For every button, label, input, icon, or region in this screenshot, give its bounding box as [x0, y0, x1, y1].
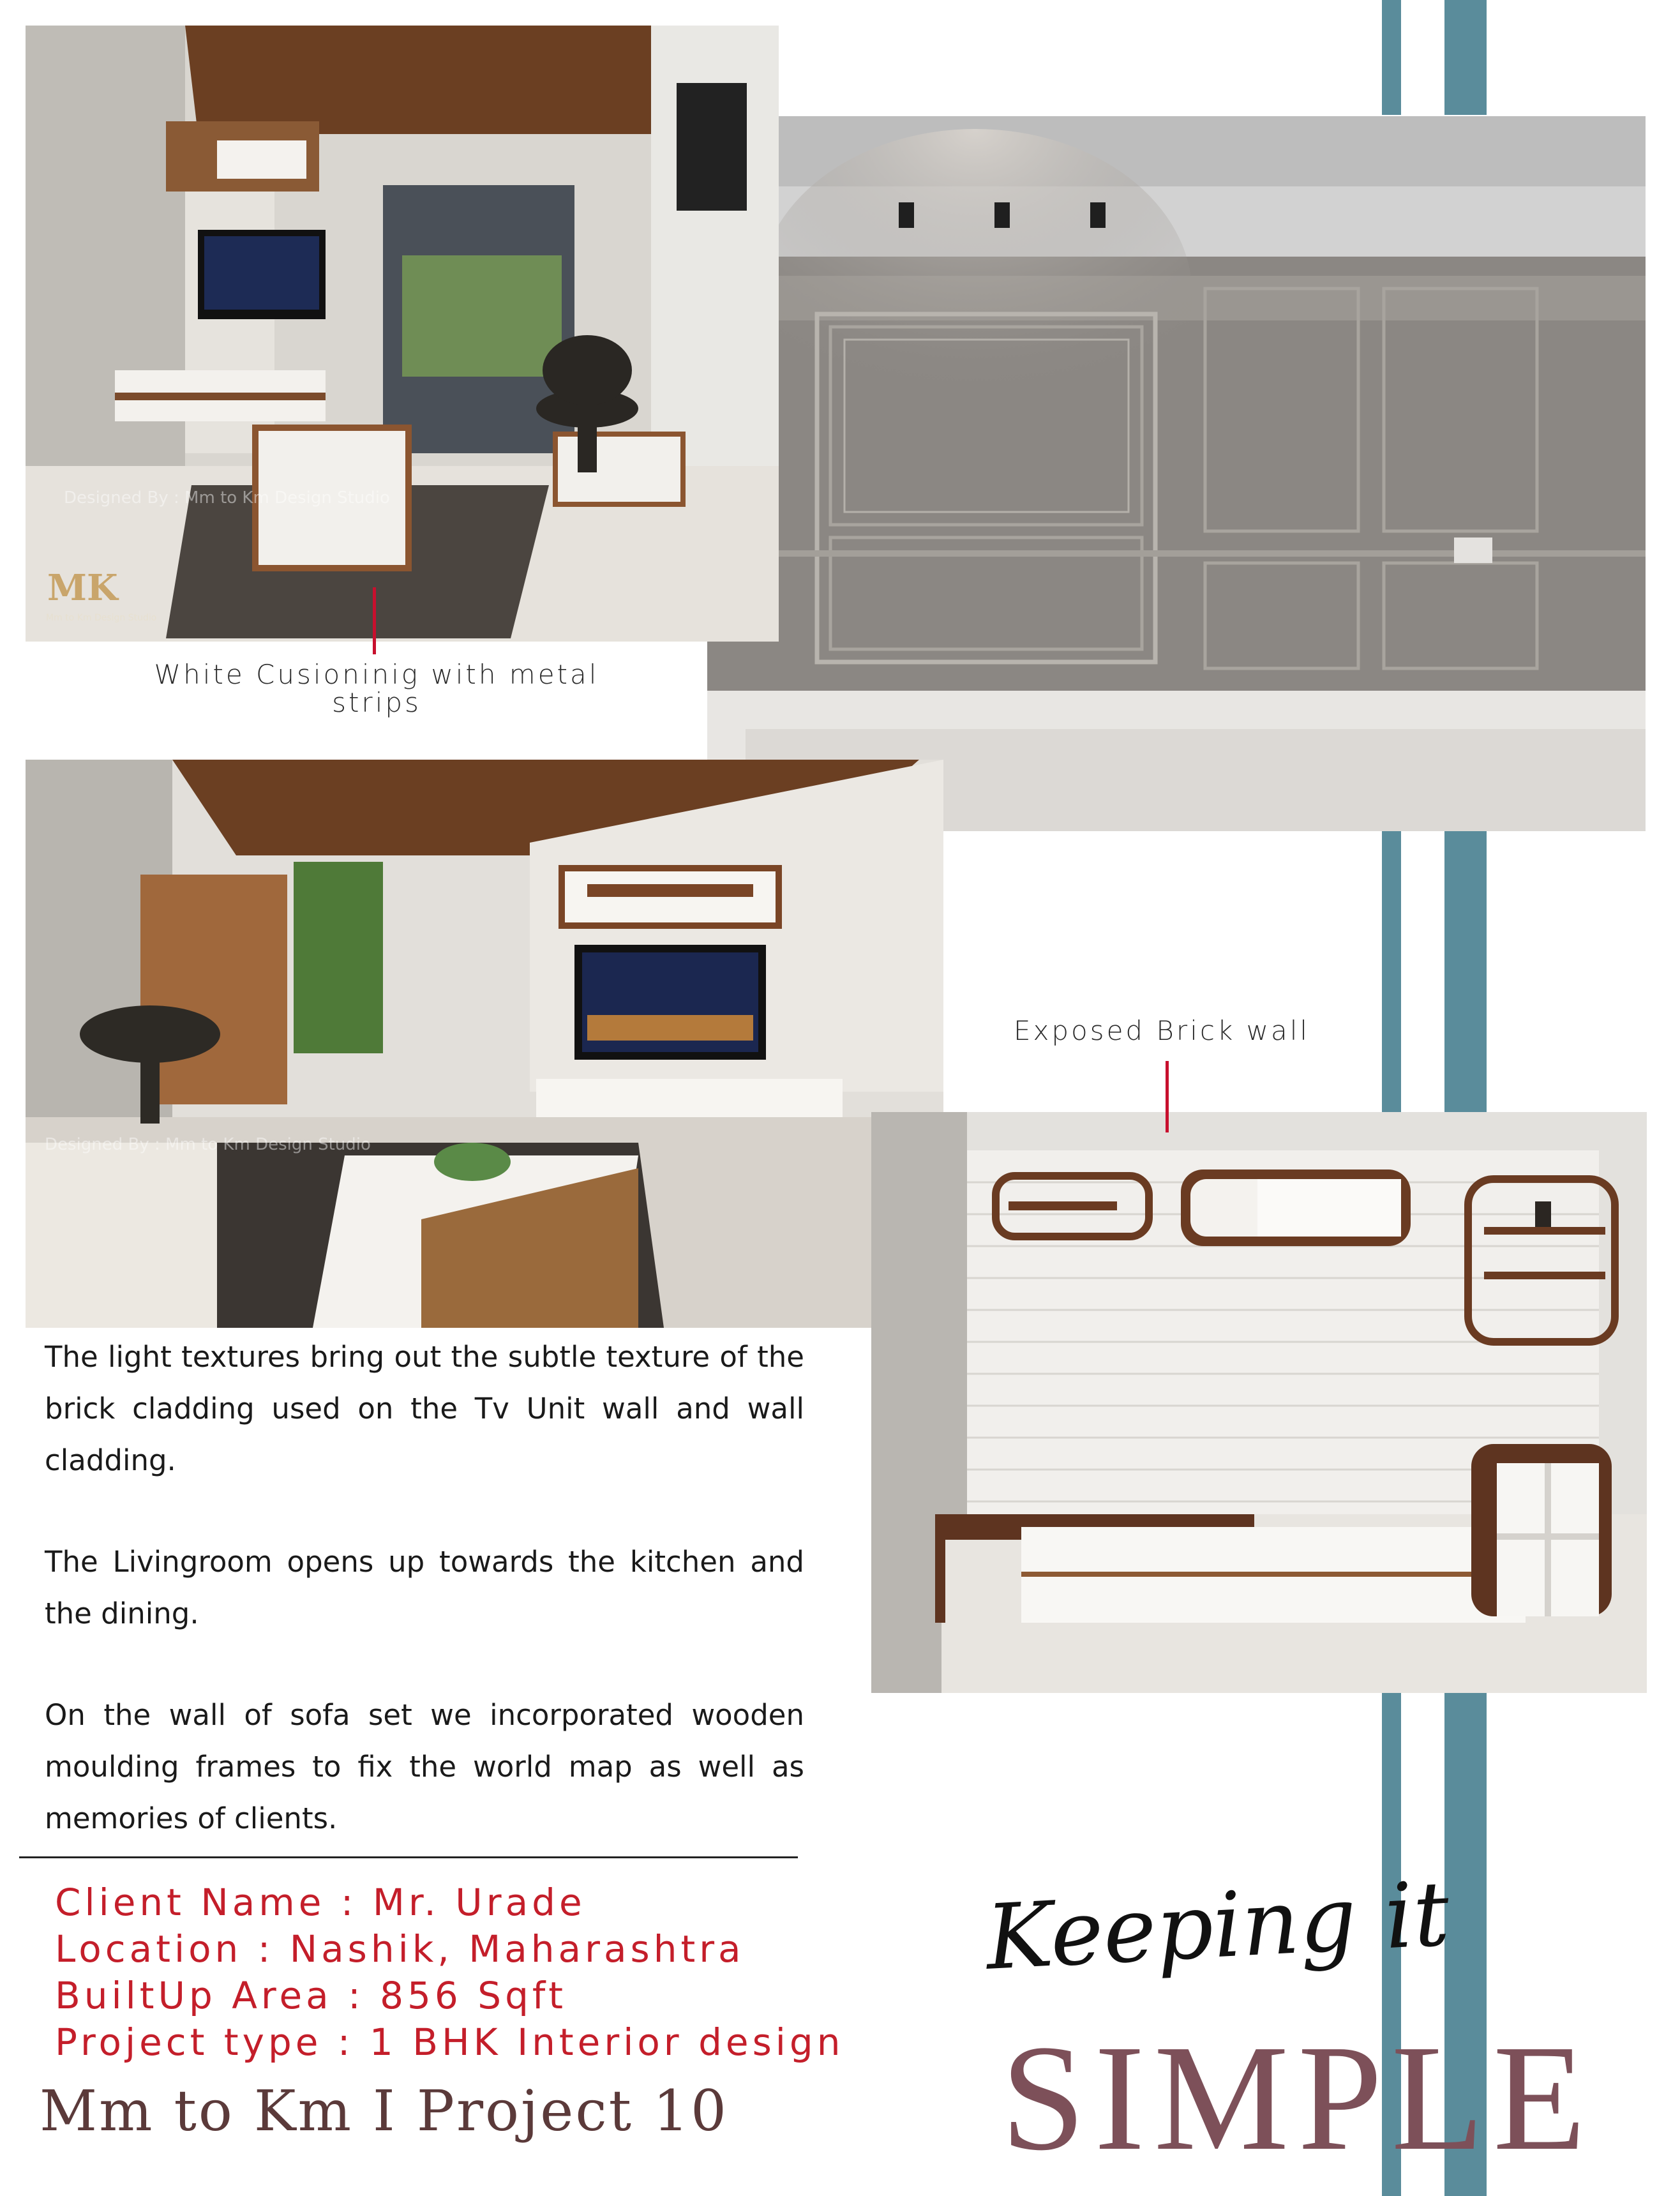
project-description — [45, 1331, 804, 1894]
tagline-script: Keeping it — [983, 1862, 1452, 1990]
description-paragraph-2: The Livingroom opens up towards the kitchen and the dining. — [45, 1545, 804, 1630]
caption-brick-wall: Exposed Brick wall — [1013, 1015, 1310, 1046]
caption-pointer-2 — [1166, 1061, 1169, 1132]
living-render-1-illustration — [26, 26, 779, 642]
photo-tv-unit-real — [871, 1112, 1647, 1693]
studio-logo-sub: Mm to Km Design Studio — [46, 613, 157, 623]
studio-logo: MK — [47, 567, 118, 609]
caption-cushioning: White Cusioninig with metal strips — [154, 659, 599, 718]
decor-stripe-left — [1382, 0, 1401, 115]
caption-pointer-1 — [373, 587, 376, 654]
section-divider — [19, 1856, 798, 1858]
living-render-2-illustration — [26, 760, 943, 1328]
project-type: Project type : 1 BHK Interior design — [55, 2020, 844, 2064]
decor-stripe-right — [1444, 0, 1487, 115]
moulded-wall-illustration — [707, 116, 1646, 831]
client-name: Client Name : Mr. Urade — [55, 1881, 586, 1924]
photo-living-render-1 — [26, 26, 779, 642]
description-paragraph-3: On the wall of sofa set we incorporated wooden moulding frames to fix the world map as well as memories of clients. — [45, 1698, 804, 1835]
tagline-main: SIMPLE — [1001, 2014, 1595, 2182]
tv-unit-real-illustration — [871, 1112, 1647, 1693]
project-location: Location : Nashik, Maharashtra — [55, 1927, 745, 1971]
description-paragraph-1: The light textures bring out the subtle texture of the brick cladding used on the Tv Unit wall and wall cladding. — [45, 1340, 804, 1477]
footer-project-title: Mm to Km I Project 10 — [40, 2078, 728, 2144]
photo-living-render-2 — [26, 760, 943, 1328]
photo-moulded-wall — [707, 116, 1646, 831]
render-watermark: Designed By : Mm to Km Design Studio — [64, 488, 390, 508]
project-info — [55, 1879, 844, 2066]
builtup-area: BuiltUp Area : 856 Sqft — [55, 1974, 567, 2017]
render-watermark-2: Designed By : Mm to Km Design Studio — [45, 1135, 371, 1154]
